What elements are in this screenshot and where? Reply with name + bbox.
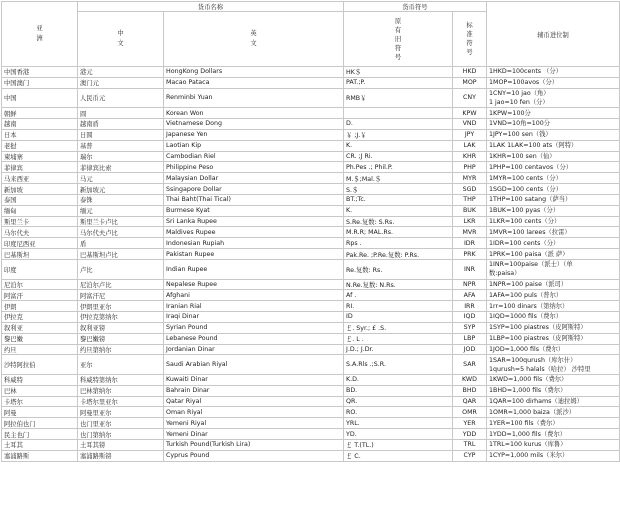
cell-original-symbol: BT.;Tc. [344,194,453,205]
table-row [2,322,620,333]
cell-region: 马尔代夫 [2,227,78,238]
cell-english-name: Maldives Rupee [164,227,344,238]
cell-subunit [487,88,620,108]
subunit-line: 1MYR=100 cents（分） [489,174,562,182]
cell-region: 朝鲜 [2,108,78,119]
cell-subunit [487,184,620,195]
table-header [2,2,620,67]
cell-english-name: Syrian Pound [164,322,344,333]
header-chinese: 中 文 [78,12,164,67]
cell-original-symbol: HK＄ [344,67,453,78]
cell-original-symbol: ￡. Syr.; £ .S. [344,322,453,333]
subunit-line: 1JPY=100 sen（钱） [489,131,552,139]
cell-chinese-name: 港元 [78,67,164,78]
subunit-line: 1INR=100paise（派士）（单 [489,261,573,269]
subunit-line: 1 jao=10 fen（分） [489,98,549,106]
table-row [2,205,620,216]
cell-english-name: Iraqi Dinar [164,312,344,323]
cell-standard-code: YDD [453,429,487,440]
cell-original-symbol: YRL. [344,418,453,429]
cell-original-symbol: ￡. L . [344,333,453,344]
cell-standard-code: BHD [453,385,487,396]
cell-chinese-name: 越南盾 [78,119,164,130]
cell-original-symbol: YD. [344,429,453,440]
cell-subunit [487,205,620,216]
cell-original-symbol: BD. [344,385,453,396]
cell-chinese-name: 圆 [78,108,164,119]
cell-standard-code: SGD [453,184,487,195]
cell-original-symbol: RO. [344,407,453,418]
table-row [2,374,620,385]
cell-english-name: Yemeni Riyal [164,418,344,429]
cell-region: 马来西亚 [2,173,78,184]
cell-standard-code: SYP [453,322,487,333]
subunit-line: 1HKD=100cents （分） [489,68,562,76]
cell-original-symbol: N.Re.复数: N.Rs. [344,279,453,290]
subunit-line: 1BUK=100 pyas（分） [489,207,560,215]
cell-chinese-name: 塞浦路斯镑 [78,450,164,461]
cell-subunit [487,290,620,301]
cell-original-symbol: CR. ;J Ri. [344,151,453,162]
cell-chinese-name: 盾 [78,238,164,249]
subunit-line: 1LBP=100 piastres（皮阿斯特） [489,335,587,343]
subunit-line: 1PRK=100 paisa（派 萨） [489,250,569,258]
subunit-line: 1KHR=100 sen（仙） [489,152,556,160]
cell-standard-code: VND [453,119,487,130]
cell-region: 日本 [2,129,78,140]
cell-chinese-name: 卢比 [78,260,164,280]
cell-standard-code: AFA [453,290,487,301]
cell-chinese-name: 卡塔尔里亚尔 [78,396,164,407]
cell-standard-code: KHR [453,151,487,162]
cell-chinese-name: 也门第纳尔 [78,429,164,440]
table-row [2,249,620,260]
cell-region: 科威特 [2,374,78,385]
cell-region: 斯里兰卡 [2,216,78,227]
table-row [2,333,620,344]
cell-region: 黎巴嫩 [2,333,78,344]
cell-english-name: Turkish Pound(Turkish Lira) [164,439,344,450]
subunit-line: 1IQD=1000 fils（费尔） [489,313,563,321]
table-row [2,439,620,450]
cell-chinese-name: 尼泊尔卢比 [78,279,164,290]
cell-chinese-name: 科威特第纳尔 [78,374,164,385]
header-region: 亚 洲 [2,2,78,67]
subunit-line: 1KPW=100分 [489,109,531,117]
cell-chinese-name: 巴林第纳尔 [78,385,164,396]
cell-original-symbol: ￥ ;J.￥ [344,129,453,140]
cell-english-name: Oman Riyal [164,407,344,418]
cell-standard-code: CYP [453,450,487,461]
cell-english-name: Afghani [164,290,344,301]
table-row [2,88,620,108]
subunit-line: 1LKR=100 cents（分） [489,218,561,226]
subunit-line: 1BHD=1,000 fils（费尔） [489,387,567,395]
cell-standard-code: LKR [453,216,487,227]
cell-english-name: Yemeni Dinar [164,429,344,440]
cell-standard-code: THP [453,194,487,205]
cell-region: 阿曼 [2,407,78,418]
cell-subunit [487,396,620,407]
cell-original-symbol: K. [344,205,453,216]
subunit-line: 1AFA=100 puls（普尔） [489,291,563,299]
cell-english-name: Iranian Rial [164,301,344,312]
cell-english-name: Pakistan Rupee [164,249,344,260]
cell-region: 阿富汗 [2,290,78,301]
cell-original-symbol: S.Re.复数: S.Rs. [344,216,453,227]
table-row [2,67,620,78]
cell-english-name: Jordanian Dinar [164,344,344,355]
cell-subunit [487,407,620,418]
cell-chinese-name: 瑞尔 [78,151,164,162]
cell-region: 伊朗 [2,301,78,312]
cell-chinese-name: 伊拉克第纳尔 [78,312,164,323]
table-row [2,227,620,238]
header-standard-symbol: 标 准 符 号 [453,12,487,67]
subunit-line: 1qurush=5 halals（哈拉） 沙特里 [489,365,591,373]
subunit-line: 1LAK 1LAK=100 ats（阿特） [489,142,578,150]
cell-standard-code: MYR [453,173,487,184]
cell-subunit [487,162,620,173]
cell-english-name: Renminbi Yuan [164,88,344,108]
cell-original-symbol: Af . [344,290,453,301]
cell-subunit [487,260,620,280]
subunit-line: 1MVR=100 larees（拉雷） [489,228,571,236]
subunit-line: 1VND=10角=100分 [489,120,551,128]
header-currency-name: 货币名称 [78,2,344,12]
cell-region: 印度 [2,260,78,280]
cell-region: 缅甸 [2,205,78,216]
cell-english-name: Nepalese Rupee [164,279,344,290]
table-row [2,290,620,301]
cell-chinese-name: 菲律宾比索 [78,162,164,173]
cell-chinese-name: 黎巴嫩镑 [78,333,164,344]
cell-english-name: Korean Won [164,108,344,119]
subunit-line: 1PHP=100 centavos（分） [489,163,573,171]
cell-region: 中国 [2,88,78,108]
cell-chinese-name: 缅元 [78,205,164,216]
cell-subunit [487,439,620,450]
cell-chinese-name: 日圆 [78,129,164,140]
cell-standard-code: PRK [453,249,487,260]
cell-standard-code: KPW [453,108,487,119]
subunit-line: 1CYP=1,000 mils（米尔） [489,452,569,460]
cell-chinese-name: 斯里兰卡卢比 [78,216,164,227]
subunit-line: 1TRL=100 kurus（库鲁） [489,441,567,449]
table-row [2,140,620,151]
cell-subunit [487,374,620,385]
cell-standard-code: IRR [453,301,487,312]
subunit-line: 1SYP=100 piastres（皮阿斯特） [489,324,587,332]
cell-english-name: Ssingapore Dollar [164,184,344,195]
cell-standard-code: MOP [453,77,487,88]
table-row [2,355,620,375]
cell-standard-code: YER [453,418,487,429]
cell-chinese-name: 也门里亚尔 [78,418,164,429]
cell-standard-code: QAR [453,396,487,407]
table-row [2,162,620,173]
subunit-line: 1JOD=1,000 fils（费尔） [489,345,565,353]
cell-chinese-name: 阿曼里亚尔 [78,407,164,418]
cell-chinese-name: 土耳其镑 [78,439,164,450]
cell-english-name: Japanese Yen [164,129,344,140]
subunit-line: 1OMR=1,000 baiza（派沙） [489,408,576,416]
cell-standard-code: SAR [453,355,487,375]
cell-standard-code: KWD [453,374,487,385]
cell-standard-code: LBP [453,333,487,344]
cell-subunit [487,129,620,140]
cell-region: 叙利亚 [2,322,78,333]
cell-region: 印度尼西亚 [2,238,78,249]
table-row [2,151,620,162]
cell-region: 塞浦路斯 [2,450,78,461]
cell-english-name: Indian Rupee [164,260,344,280]
table-row [2,184,620,195]
cell-region: 新加坡 [2,184,78,195]
cell-original-symbol: RMB￥ [344,88,453,108]
cell-region: 巴基斯坦 [2,249,78,260]
cell-english-name: Cambodian Riel [164,151,344,162]
cell-original-symbol: M.R.R; MAL.Rs. [344,227,453,238]
cell-subunit [487,173,620,184]
cell-standard-code: INR [453,260,487,280]
cell-subunit [487,108,620,119]
cell-region: 阿拉伯也门 [2,418,78,429]
cell-english-name: Saudi Arabian Riyal [164,355,344,375]
table-row [2,407,620,418]
cell-subunit [487,355,620,375]
cell-chinese-name: 伊朗里亚尔 [78,301,164,312]
cell-region: 柬埔寨 [2,151,78,162]
subunit-line: 数:paisa） [489,270,521,278]
table-row [2,77,620,88]
cell-original-symbol: RI. [344,301,453,312]
table-row [2,194,620,205]
cell-english-name: Cyprus Pound [164,450,344,461]
cell-standard-code: JPY [453,129,487,140]
table-row [2,129,620,140]
cell-standard-code: PHP [453,162,487,173]
cell-subunit [487,429,620,440]
cell-english-name: Burmese Kyat [164,205,344,216]
table-row [2,385,620,396]
cell-original-symbol: ￡ T.(TL.) [344,439,453,450]
cell-standard-code: BUK [453,205,487,216]
cell-region: 土耳其 [2,439,78,450]
cell-subunit [487,151,620,162]
cell-standard-code: JOD [453,344,487,355]
table-body [2,67,620,462]
cell-region: 卡塔尔 [2,396,78,407]
subunit-line: 1KWD=1,000 fils（费尔） [489,376,568,384]
table-row [2,344,620,355]
cell-region: 伊拉克 [2,312,78,323]
table-row [2,429,620,440]
cell-chinese-name: 马元 [78,173,164,184]
cell-chinese-name: 马尔代夫卢比 [78,227,164,238]
cell-chinese-name: 亚尔 [78,355,164,375]
subunit-line: 1QAR=100 dirhams（迪拉姆） [489,398,583,406]
cell-standard-code: TRL [453,439,487,450]
table-row [2,216,620,227]
cell-chinese-name: 泰铢 [78,194,164,205]
subunit-line: 1YER=100 fils（费尔） [489,419,559,427]
header-english: 英 文 [164,12,344,67]
cell-original-symbol [344,108,453,119]
cell-subunit [487,450,620,461]
cell-standard-code: IQD [453,312,487,323]
cell-chinese-name: 人民币元 [78,88,164,108]
cell-subunit [487,249,620,260]
header-subunit: 辅币进位制 [487,2,620,67]
cell-region: 老挝 [2,140,78,151]
table-row [2,450,620,461]
cell-chinese-name: 新加坡元 [78,184,164,195]
table-row [2,418,620,429]
table-row [2,173,620,184]
cell-standard-code: IDR [453,238,487,249]
cell-subunit [487,279,620,290]
cell-english-name: Lebanese Pound [164,333,344,344]
cell-subunit [487,333,620,344]
cell-english-name: Kuwaiti Dinar [164,374,344,385]
cell-chinese-name: 叙利亚镑 [78,322,164,333]
cell-standard-code: HKD [453,67,487,78]
table-row [2,260,620,280]
subunit-line: 1SAR=100qurush（库尔什） [489,356,577,364]
currency-table [1,1,620,462]
table-row [2,108,620,119]
cell-chinese-name: 基普 [78,140,164,151]
table-row [2,301,620,312]
cell-subunit [487,238,620,249]
cell-original-symbol: M.＄;Mal.＄ [344,173,453,184]
table-row [2,312,620,323]
cell-region: 民主也门 [2,429,78,440]
cell-standard-code: NPR [453,279,487,290]
cell-subunit [487,301,620,312]
subunit-line: 1IDR=100 cents（分） [489,239,560,247]
cell-region: 巴林 [2,385,78,396]
cell-original-symbol: Pak.Re. ;P.Re.复数: P.Rs. [344,249,453,260]
cell-region: 菲律宾 [2,162,78,173]
cell-original-symbol: QR. [344,396,453,407]
cell-region: 越南 [2,119,78,130]
header-currency-symbol: 货币符号 [344,2,487,12]
cell-standard-code: OMR [453,407,487,418]
cell-original-symbol: S.＄ [344,184,453,195]
cell-chinese-name: 巴基斯坦卢比 [78,249,164,260]
cell-original-symbol: Ph.Pes .; Phil.P. [344,162,453,173]
cell-english-name: Thai Baht(Thai Tical) [164,194,344,205]
cell-subunit [487,119,620,130]
cell-subunit [487,322,620,333]
cell-chinese-name: 澳门元 [78,77,164,88]
cell-subunit [487,385,620,396]
cell-english-name: Bahrain Dinar [164,385,344,396]
cell-original-symbol: PAT.;P. [344,77,453,88]
cell-english-name: Sri Lanka Rupee [164,216,344,227]
subunit-line: 1YDD=1,000 fils（费尔） [489,430,567,438]
subunit-line: 1MOP=100avos（分） [489,79,559,87]
cell-english-name: Philippine Peso [164,162,344,173]
cell-region: 尼泊尔 [2,279,78,290]
cell-subunit [487,140,620,151]
cell-original-symbol: ID [344,312,453,323]
header-original-symbol: 原 有 旧 符 号 [344,12,453,67]
cell-english-name: HongKong Dollars [164,67,344,78]
cell-standard-code: LAK [453,140,487,151]
cell-subunit [487,216,620,227]
cell-original-symbol: J.D.; J.Dr. [344,344,453,355]
cell-subunit [487,227,620,238]
subunit-line: 1SGD=100 cents（分） [489,185,562,193]
cell-english-name: Malaysian Dollar [164,173,344,184]
table-row [2,396,620,407]
subunit-line: 1NPR=100 paise（派司） [489,280,568,288]
cell-region: 中国香港 [2,67,78,78]
cell-subunit [487,67,620,78]
cell-original-symbol: K.D. [344,374,453,385]
cell-english-name: Indonesian Rupiah [164,238,344,249]
cell-original-symbol: Rps . [344,238,453,249]
cell-original-symbol: D. [344,119,453,130]
table-row [2,119,620,130]
cell-original-symbol: Re.复数: Rs. [344,260,453,280]
cell-subunit [487,418,620,429]
table-row [2,279,620,290]
cell-english-name: Qatar Riyal [164,396,344,407]
cell-region: 沙特阿拉伯 [2,355,78,375]
cell-subunit [487,344,620,355]
cell-english-name: Vietnamese Dong [164,119,344,130]
cell-region: 约旦 [2,344,78,355]
cell-chinese-name: 约旦第纳尔 [78,344,164,355]
table-row [2,238,620,249]
cell-region: 中国澳门 [2,77,78,88]
subunit-line: 1CNY=10 jao（角） [489,89,550,97]
cell-english-name: Macao Pataca [164,77,344,88]
cell-original-symbol: K. [344,140,453,151]
cell-region: 泰国 [2,194,78,205]
cell-original-symbol: ￡ C. [344,450,453,461]
cell-subunit [487,194,620,205]
cell-subunit [487,77,620,88]
cell-standard-code: CNY [453,88,487,108]
cell-english-name: Laotian Kip [164,140,344,151]
cell-standard-code: MVR [453,227,487,238]
cell-subunit [487,312,620,323]
cell-original-symbol: S.A.Rls .;S.R. [344,355,453,375]
subunit-line: 1THP=100 satang（萨当） [489,196,572,204]
subunit-line: 1rr=100 dinars（第纳尔） [489,302,569,310]
cell-chinese-name: 阿富汗尼 [78,290,164,301]
